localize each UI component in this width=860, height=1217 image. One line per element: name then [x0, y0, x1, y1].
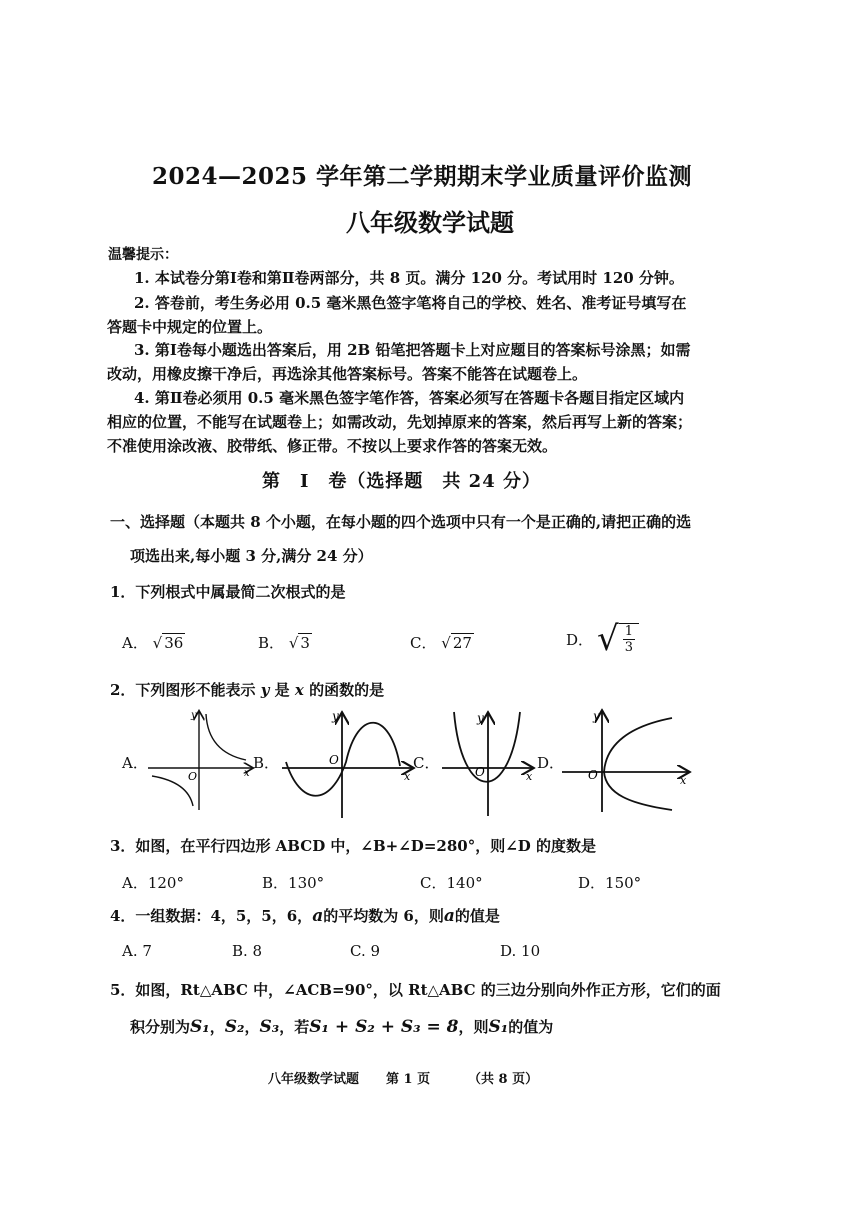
q5-line2-mid: ，若 — [279, 1018, 310, 1036]
q3-stem: 3．如图，在平行四边形 ABCD 中，∠B+∠D=280°，则∠D 的度数是 — [110, 837, 596, 855]
sqrt-icon: √ — [152, 634, 163, 652]
graph-b-x-label: x — [404, 770, 411, 783]
section-intro-line-1: 一、选择题（本题共 8 个小题，在每小题的四个选项中只有一个是正确的,请把正确的选 — [110, 513, 692, 531]
q2-var-y: y — [260, 681, 270, 699]
sqrt-icon: √ — [288, 634, 299, 652]
section-title: 第 Ⅰ 卷（选择题 共 24 分） — [262, 471, 542, 492]
q1-option-d — [566, 619, 639, 659]
q1-option-d-label: D． — [566, 630, 594, 649]
q2-label-b: B． — [253, 754, 280, 772]
graph-a-x-label: x — [244, 768, 250, 779]
exam-title: 2024—2025 学年第二学期期末学业质量评价监测 — [152, 163, 693, 190]
q3-option-a: A．120° — [122, 874, 184, 892]
q4-stem — [110, 905, 500, 926]
q2-label-d: D． — [537, 754, 565, 772]
exam-subtitle: 八年级数学试题 — [346, 208, 514, 237]
q1-stem: 1．下列根式中属最简二次根式的是 — [110, 583, 346, 601]
graph-a — [148, 712, 252, 810]
q5-line2-prefix: 积分别为 — [130, 1018, 191, 1036]
q1-option-d-fraction — [619, 623, 639, 655]
graph-a-y-label: y — [191, 710, 197, 721]
footer-subject: 八年级数学试题 — [268, 1072, 360, 1087]
q4-var-a-2: a — [443, 906, 455, 926]
q2-label-c: C． — [413, 754, 440, 772]
q5-line2-end: 的值为 — [508, 1018, 554, 1036]
notice-line-8: 不准使用涂改液、胶带纸、修正带。不按以上要求作答的答案无效。 — [107, 437, 558, 455]
notice-line-3: 答题卡中规定的位置上。 — [107, 318, 273, 336]
q1-option-b-radicand: 3 — [300, 634, 310, 652]
sqrt-icon: √ — [597, 619, 619, 659]
graph-d-y-label: y — [593, 709, 600, 723]
q2-graphs — [0, 700, 860, 840]
notice-line-7: 相应的位置，不能写在试题卷上；如需改动，先划掉原来的答案，然后再写上新的答案； — [107, 413, 693, 431]
q4-stem-prefix: 4．一组数据：4，5，5，6， — [110, 907, 313, 925]
q1-option-a — [122, 632, 185, 653]
q4-stem-mid: 的平均数为 6，则 — [323, 907, 444, 925]
q5-stem-line-1: 5．如图，Rt△ABC 中，∠ACB=90°，以 Rt△ABC 的三边分别向外作正方形，它们的面 — [110, 981, 721, 999]
q1-option-b-label: B． — [258, 634, 285, 652]
q2-stem-mid: 是 — [274, 681, 290, 699]
notice-line-1: 1. 本试卷分第Ⅰ卷和第Ⅱ卷两部分，共 8 页。满分 120 分。考试用时 120 分钟。 — [134, 269, 684, 287]
q4-option-a: A. 7 — [122, 942, 152, 960]
graph-c-origin: O — [475, 765, 485, 779]
notice-line-2: 2. 答卷前，考生务必用 0.5 毫米黑色签字笔将自己的学校、姓名、准考证号填写在 — [134, 294, 687, 312]
graph-d-origin: O — [588, 768, 598, 782]
q4-var-a: a — [312, 906, 324, 926]
q4-option-c: C. 9 — [350, 942, 381, 960]
q2-stem-suffix: 的函数的是 — [309, 681, 385, 699]
q5-s3: S₃ — [259, 1017, 280, 1037]
graph-c — [442, 712, 532, 816]
graph-c-y-label: y — [477, 711, 484, 725]
q2-stem-prefix: 2．下列图形不能表示 — [110, 681, 256, 699]
fraction-numerator: 1 — [624, 624, 633, 639]
graph-a-origin: O — [188, 770, 198, 783]
q1-option-b — [258, 632, 312, 653]
q5-s1-again: S₁ — [488, 1017, 509, 1037]
q1-option-c-label: C． — [410, 634, 437, 652]
q1-option-a-radicand: 36 — [164, 634, 184, 652]
graph-b-y-label: y — [332, 709, 339, 723]
q5-equation: S₁ + S₂ + S₃ = 8 — [309, 1017, 459, 1037]
notice-line-5: 改动，用橡皮擦干净后，再选涂其他答案标号。答案不能答在试题卷上。 — [107, 365, 588, 383]
q4-option-b: B. 8 — [232, 942, 263, 960]
section-intro-line-2: 项选出来,每小题 3 分,满分 24 分） — [130, 547, 373, 565]
graph-d-x-label: x — [680, 774, 687, 787]
q3-option-c: C．140° — [420, 874, 483, 892]
graph-d — [562, 712, 688, 812]
graph-c-x-label: x — [526, 770, 533, 783]
footer-total: （共 8 页） — [468, 1072, 539, 1087]
notice-heading: 温馨提示： — [108, 247, 178, 263]
q1-option-a-label: A． — [122, 634, 148, 652]
q5-stem-line-2: 积分别为S₁，S₂，S₃，若S₁ + S₂ + S₃ = 8，则S₁的值为 — [130, 1017, 554, 1037]
q3-option-d: D．150° — [578, 874, 642, 892]
q3-option-b: B．130° — [262, 874, 325, 892]
q2-label-a: A． — [122, 754, 148, 772]
notice-line-4: 3. 第Ⅰ卷每小题选出答案后，用 2B 铅笔把答题卡上对应题目的答案标号涂黑；如需 — [134, 341, 691, 359]
graph-b-origin: O — [329, 753, 339, 767]
q5-s2: S₂ — [224, 1017, 245, 1037]
q5-s1: S₁ — [190, 1017, 210, 1037]
q2-var-x: x — [294, 681, 304, 699]
q4-stem-suffix: 的值是 — [454, 907, 500, 925]
q1-option-c — [410, 632, 474, 653]
q1-option-c-radicand: 27 — [452, 634, 472, 652]
footer-page: 第 1 页 — [386, 1072, 431, 1087]
notice-line-6: 4. 第Ⅱ卷必须用 0.5 毫米黑色签字笔作答，答案必须写在答题卡各题目指定区域内 — [134, 389, 685, 407]
fraction-denominator: 3 — [624, 640, 633, 655]
q2-stem — [110, 679, 384, 700]
q4-option-d: D. 10 — [500, 942, 541, 960]
q5-line2-suffix: ，则 — [458, 1018, 489, 1036]
sqrt-icon: √ — [441, 634, 451, 652]
graph-b — [282, 714, 412, 818]
